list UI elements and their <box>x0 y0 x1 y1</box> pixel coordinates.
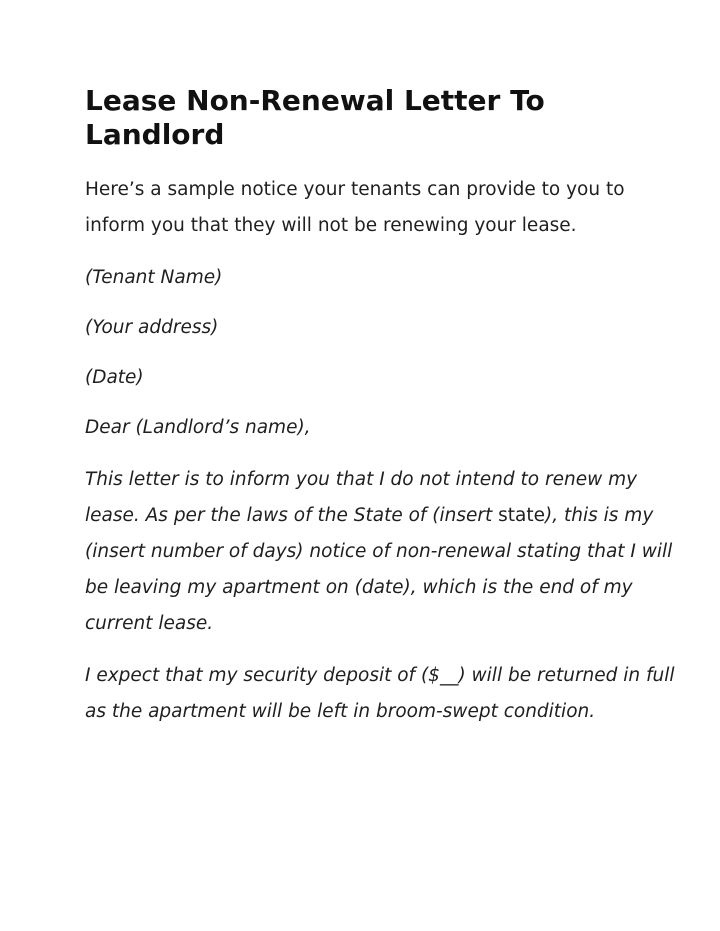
notice-paragraph <box>85 462 685 642</box>
notice-paragraph-state-word: state <box>492 505 546 526</box>
notice-paragraph-part3: ), this is my (insert number of days) notice of non-renewal stating that I will be leaving my apartment on (date), which is the end of my current lease. <box>85 505 673 634</box>
date-placeholder: (Date) <box>85 367 144 388</box>
salutation: Dear (Landlord’s name), <box>85 417 311 438</box>
letter-page <box>85 84 685 730</box>
deposit-paragraph: I expect that my security deposit of ($__) will be returned in full as the apartment will be left in broom-swept condition. <box>85 665 675 722</box>
page-title: Lease Non-Renewal Letter To Landlord <box>85 84 545 151</box>
intro-paragraph: Here’s a sample notice your tenants can provide to you to inform you that they will not be renewing your lease. <box>85 179 625 236</box>
tenant-name-placeholder: (Tenant Name) <box>85 267 223 288</box>
notice-paragraph-part1: This letter is to inform you that I do not intend to renew my lease. As per the laws of the State of (insert <box>85 469 638 526</box>
address-placeholder: (Your address) <box>85 317 219 338</box>
